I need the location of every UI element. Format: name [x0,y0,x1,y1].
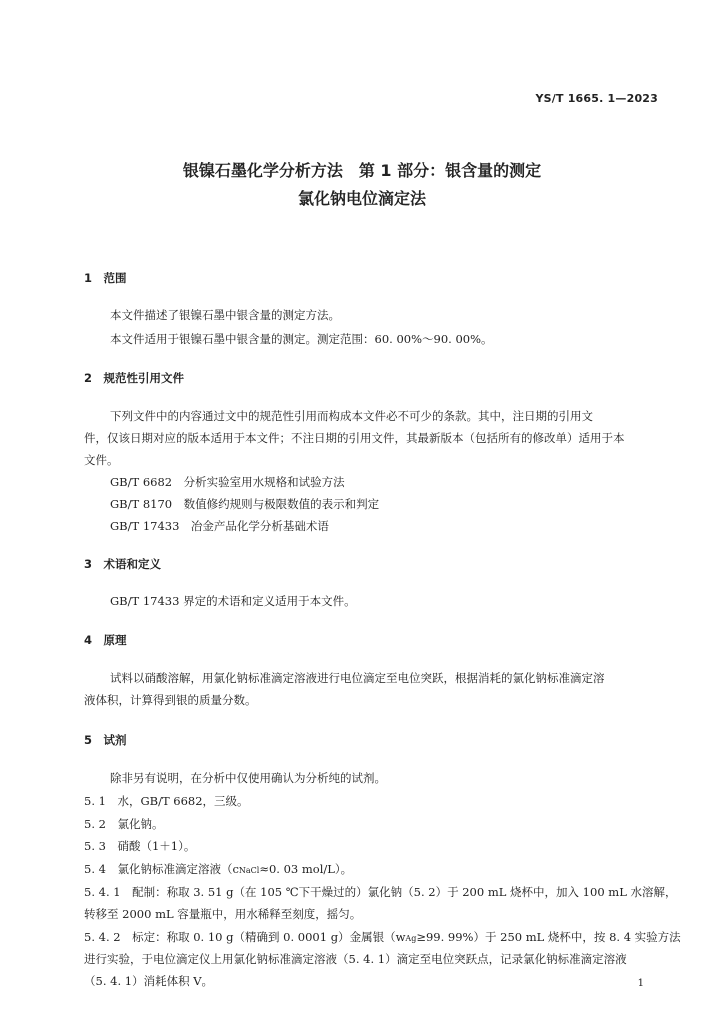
reagent-subitem-line1: 5. 4. 1 配制：称取 3. 51 g（在 105 ℃下干燥过的）氯化钠（5. 2）于 200 mL 烧杯中，加入 100 mL 水溶解， [84,885,677,899]
section-2-heading: 2 规范性引用文件 [84,371,185,385]
reference-item: GB/T 8170 数值修约规则与极限数值的表示和判定 [110,497,380,511]
section-3-heading: 3 术语和定义 [84,557,162,571]
reagent-text: 5. 4 氯化钠标准滴定溶液（c [84,862,239,876]
reagent-subitem-line2: 转移至 2000 mL 容量瓶中，用水稀释至刻度，摇匀。 [84,907,362,921]
standard-number: YS/T 1665. 1—2023 [535,92,658,105]
reagent-text: ≥99. 99%）于 250 mL 烧杯中，按 8. 4 实验方法 [416,930,681,944]
document-title-line1: 银镍石墨化学分析方法 第 1 部分：银含量的测定 [182,161,542,180]
reference-item: GB/T 17433 冶金产品化学分析基础术语 [110,519,329,533]
reference-item: GB/T 6682 分析实验室用水规格和试验方法 [110,475,345,489]
section-3-paragraph: GB/T 17433 界定的术语和定义适用于本文件。 [110,594,356,608]
section-4-paragraph-line1: 试料以硝酸溶解，用氯化钠标准滴定溶液进行电位滴定至电位突跃，根据消耗的氯化钠标准滴定溶 [110,671,605,685]
reagent-item [84,859,352,881]
document-title-line2: 氯化钠电位滴定法 [297,189,426,208]
subscript: Ag [405,934,417,943]
section-1-paragraph-2: 本文件适用于银镍石墨中银含量的测定。测定范围：60. 00%～90. 00%。 [110,332,493,346]
reagent-item: 5. 3 硝酸（1＋1）。 [84,839,196,853]
section-2-paragraph-line3: 文件。 [84,453,119,467]
section-1-heading: 1 范围 [84,271,127,285]
section-2-paragraph-line1: 下列文件中的内容通过文中的规范性引用而构成本文件必不可少的条款。其中，注日期的引用文 [110,409,593,423]
reagent-text: 5. 4. 2 标定：称取 0. 10 g（精确到 0. 0001 g）金属银（w [84,930,406,944]
subscript: NaCl [238,866,260,875]
reagent-item: 5. 2 氯化钠。 [84,817,164,831]
section-1-paragraph-1: 本文件描述了银镍石墨中银含量的测定方法。 [110,308,340,322]
section-4-heading: 4 原理 [84,633,127,647]
reagent-item: 5. 1 水，GB/T 6682，三级。 [84,794,249,808]
section-2-paragraph-line2: 件，仅该日期对应的版本适用于本文件；不注日期的引用文件，其最新版本（包括所有的修改单）适用于本 [84,431,625,445]
reagent-subitem-line3: （5. 4. 1）消耗体积 V。 [84,974,214,988]
section-5-heading: 5 试剂 [84,733,127,747]
section-4-paragraph-line2: 液体积，计算得到银的质量分数。 [84,693,257,707]
reagent-subitem-line2: 进行实验，于电位滴定仪上用氯化钠标准滴定溶液（5. 4. 1）滴定至电位突跃点，记录氯化钠标准滴定溶液 [84,952,627,966]
reagent-text: ≈0. 03 mol/L）。 [259,862,353,876]
reagent-subitem-line1 [84,927,681,949]
section-5-intro: 除非另有说明，在分析中仅使用确认为分析纯的试剂。 [110,771,386,785]
page-number: 1 [637,978,644,989]
